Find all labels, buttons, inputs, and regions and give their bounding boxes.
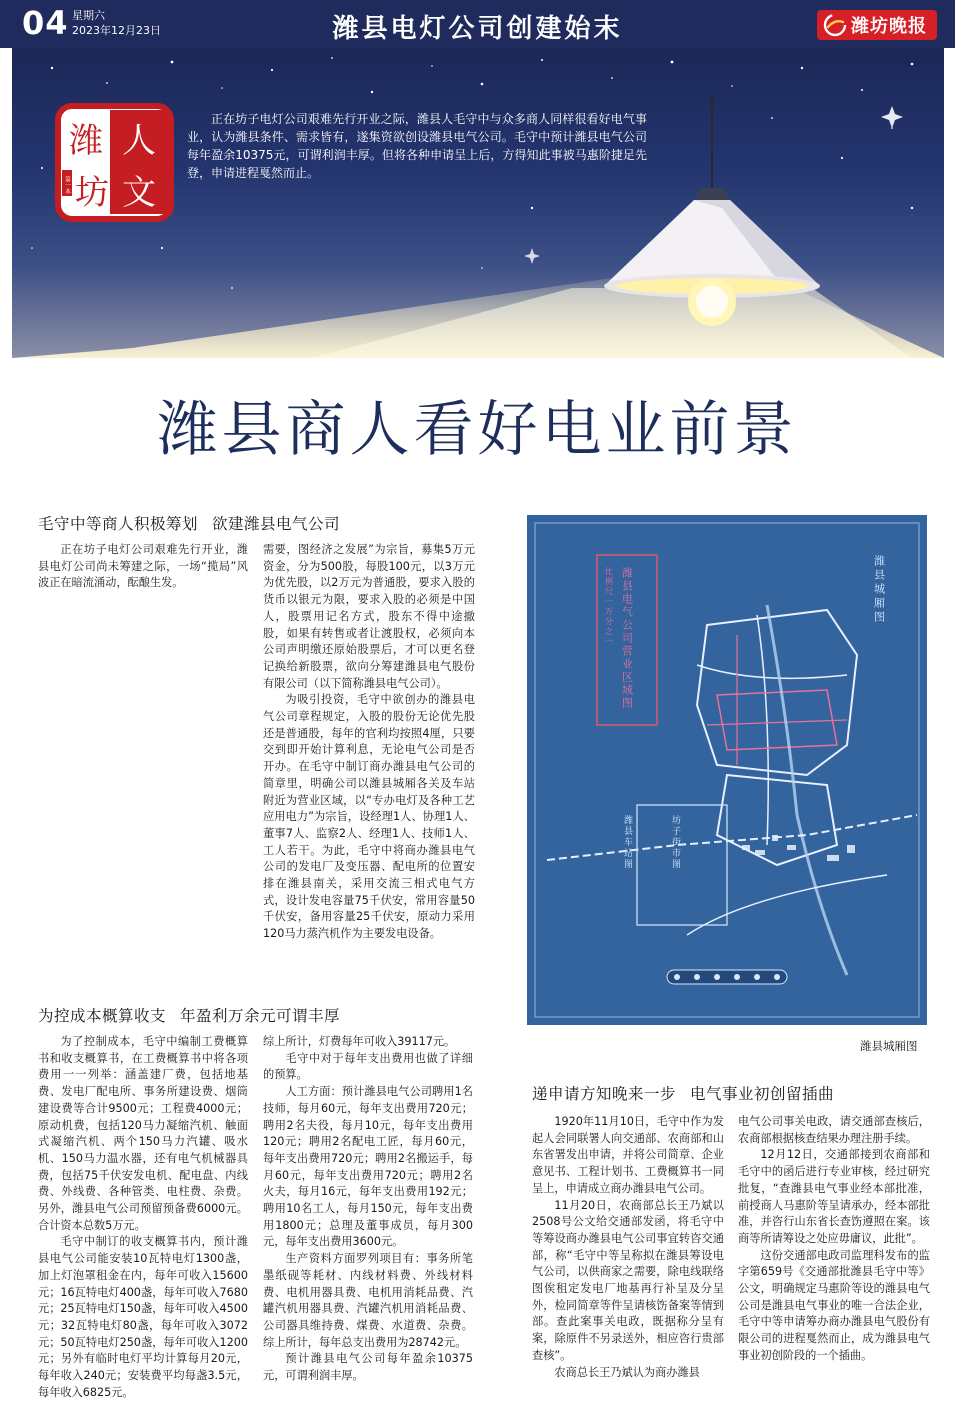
paragraph: 12月12日，交通部接到农商部和毛守中的函后进行专业审核，经过研究批复，“查潍县电气事业经本部批准，前授商人马惠阶等呈请承办，经本部批准，并咨行山东省长查饬遵照在案。该商等所请筹设之处应毋庸议，此批”。 xyxy=(738,1148,930,1245)
page-number: 04 xyxy=(22,4,69,42)
map-drawing xyxy=(527,515,927,1025)
section-3-heading xyxy=(532,1082,834,1104)
seal-char-4: 文 xyxy=(122,173,156,213)
paragraph: 人工方面：预计潍县电气公司聘用1名技师，每月60元，每年支出费用720元；聘用2名夫役，每月10元，每年支出费用120元；聘用2名配电工匠，每月60元，每年支出费用720元；聘用2名搬运手，每月60元，每年支出费用720元；聘用2名火夫，每月16元，每年支出费用192元；聘用10名工人，每月150元，每年支出费用1800元；总理及董事成员，每月300元，每年支出费用3600元。 xyxy=(263,1085,473,1249)
paragraph: 正在坊子电灯公司艰难先行开业，潍县电灯公司尚未筹建之际，一场“揽局”风波正在暗流涌动，酝酿生发。 xyxy=(38,543,248,590)
seal-char-3: 坊 xyxy=(75,173,109,213)
paragraph: 11月20日，农商部总长王乃斌以2508号公文给交通部发函，将毛守中等筹设商办潍县电气公司事宜转咨交通部，称“毛守中等呈称拟在潍县筹设电气公司，以供商家之需要，除电线联络图俟租定发电厂地基再行补呈及分呈外，检同简章等件呈请核饬备案等情到部。查此案事关电政，既据称分呈有案，除原件不另录送外，相应咨行贵部查核”。 xyxy=(532,1198,724,1362)
intro-paragraph: 正在坊子电灯公司艰难先行开业之际，潍县人毛守中与众多商人同样很看好电气事业，认为潍县条件、需求皆有，遂集资欲创设潍县电气公司。毛守中预计潍县电气公司每年盈余10375元，可谓利润丰厚。但将各种申请呈上后，方得知此事被马惠阶捷足先登，申请进程戛然而止。 xyxy=(187,112,647,180)
swoosh-logo-icon xyxy=(823,13,847,37)
section-1-column-right xyxy=(263,542,475,943)
banner-illustration xyxy=(12,48,944,358)
paragraph: 电气公司事关电政，请交通部查核后，农商部根据核查结果办理注册手续。 xyxy=(738,1115,930,1145)
date: 2023年12月23日 xyxy=(72,24,161,37)
section-3-heading-b: 电气事业初创留插曲 xyxy=(690,1085,835,1103)
section-3-heading-a: 递申请方知晚来一步 xyxy=(532,1085,677,1103)
seal-char-1: 潍 xyxy=(69,121,103,161)
paragraph: 这份交通部电政司监理科发布的监字第659号《交通部批潍县毛守中等》公文，明确规定马惠阶等设的潍县电气公司是潍县电气事业的唯一合法企业，毛守中等申请筹办商办潍县电气股份有限公司的进程戛然而止，成为潍县电气事业初创阶段的一个插曲。 xyxy=(738,1248,930,1362)
map-scale-bar xyxy=(667,970,787,984)
column-seal-logo xyxy=(52,100,177,225)
section-1-heading-b: 欲建潍县电气公司 xyxy=(212,515,341,533)
newspaper-brand xyxy=(817,10,937,40)
section-1-column-left xyxy=(38,542,248,592)
section-2-column-right xyxy=(263,1034,473,1385)
section-2-column-left xyxy=(38,1034,248,1401)
masthead-bar xyxy=(0,0,955,48)
paragraph: 为吸引投资，毛守中欲创办的潍县电气公司章程规定，入股的股份无论优先股还是普通股，每年的官利均按照4厘，只要交到即开始计算利息，无论电气公司是否开办。在毛守中制订商办潍县电气公司的简章里，明确公司以潍县城厢各关及车站附近为营业区域，以“专办电灯及各种工艺应用电力”为宗旨，设经理1人、协理1人、董事7人、监察2人、经理1人、技师1人、工人若干。为此，毛守中将商办潍县电气公司的发电厂及变压器、配电所的位置安排在潍县南关，采用交流三相式电气方式，设计发电容量75千伏安，常用容量50千伏安，备用容量25千伏安，原动力采用120马力蒸汽机作为主要发电设备。 xyxy=(263,693,475,941)
section-2-heading xyxy=(38,1004,340,1026)
paragraph: 生产资料方面罗列项目有：事务所笔墨纸砚等耗材、内线材料费、外线材料费、电机用器具费、电机用消耗品费、汽罐汽机用器具费、汽罐汽机用消耗品费、公司器具维持费、煤费、水道费、杂费。综上所计，每年总支出费用为28742元。 xyxy=(263,1252,473,1349)
seal-char-2: 人 xyxy=(122,121,156,161)
paragraph: 需要，图经济之发展”为宗旨，募集5万元资金，分为500股，每股100元，以3万元为优先股，以2万元为普通股，要求入股的货币以银元为限，要求入股的必须是中国人，股票用记名方式，股东不得中途撤股，如果有转售或者让渡股权，必须向本公司声明缴还原始股票后，才可以更名登记换给新股票，欲向分筹建潍县电气股份有限公司（以下简称潍县电气公司）。 xyxy=(263,543,475,690)
section-1-heading xyxy=(38,512,340,534)
main-title: 潍县商人看好电业前景 xyxy=(157,395,798,465)
paragraph: 1920年11月10日，毛守中作为发起人会同联署人向交通部、农商部和山东省署发出申请，并将公司简章、企业意见书、工程计划书、工费概算书一同呈上，申请成立商办潍县电气公司。 xyxy=(532,1115,724,1195)
map-title-label: 潍县城厢图 xyxy=(872,555,886,625)
paragraph: 预计潍县电气公司每年盈余10375元，可谓利润丰厚。 xyxy=(263,1352,473,1383)
paragraph: 毛守中对于每年支出费用也做了详细的预算。 xyxy=(263,1051,473,1082)
brand-name: 潍坊晚报 xyxy=(851,16,927,37)
weekday: 星期六 xyxy=(72,9,105,22)
paragraph: 农商总长王乃斌认为商办潍县 xyxy=(554,1365,700,1379)
map-scale-note: 比例尺一万分之一 xyxy=(604,567,614,647)
section-2-heading-b: 年盈利万余元可谓丰厚 xyxy=(180,1007,341,1025)
historic-map-image xyxy=(527,515,927,1025)
map-caption: 潍县城厢图 xyxy=(860,1039,918,1053)
section-3-column-right xyxy=(738,1114,930,1365)
section-1-heading-a: 毛守中等商人积极筹划 xyxy=(38,515,199,533)
map-red-note: 潍县电气公司营业区域图 xyxy=(620,567,634,710)
page-topic-title: 潍县电灯公司创建始末 xyxy=(332,14,623,44)
map-station-label: 坊子街市图 xyxy=(670,815,680,870)
paragraph: 综上所计，灯费每年可收入39117元。 xyxy=(263,1035,456,1048)
map-area-label: 潍县车站图 xyxy=(622,815,632,870)
section-2-heading-a: 为控成本概算收支 xyxy=(38,1007,167,1025)
seal-small-text: 第一本 xyxy=(63,176,71,194)
paragraph: 毛守中制订的收支概算书内，预计潍县电气公司能安装10瓦特电灯1300盏，加上灯泡罩租金在内，每年可收入15600元；16瓦特电灯400盏，每年可收入7680元；25瓦特电灯150盏，每年可收入4500元；32瓦特电灯80盏，每年可收入3072元；50瓦特电灯250盏，每年可收入1200元；另外有临时电灯平均计算每月20元，每年收入240元；安装费平均每盏3.5元，每年收入6825元。 xyxy=(38,1235,248,1399)
paragraph: 为了控制成本，毛守中编制工费概算书和收支概算书，在工费概算书中将各项费用一一列举：涵盖建厂费，包括地基费、发电厂配电所、事务所建设费、烟筒建设费等合计9500元；工程费4000元；原动机费，包括120马力凝缩汽机、触面式凝缩汽机、两个150马力汽罐、吸水机、150马力温水器，还有电气机械器具费，包括75千伏安发电机、配电盘、内线费、外线费、各种管类、电柱费、杂费。另外，潍县电气公司预留预备费6000元。合计资本总数5万元。 xyxy=(38,1035,248,1232)
section-3-column-left xyxy=(532,1114,724,1381)
